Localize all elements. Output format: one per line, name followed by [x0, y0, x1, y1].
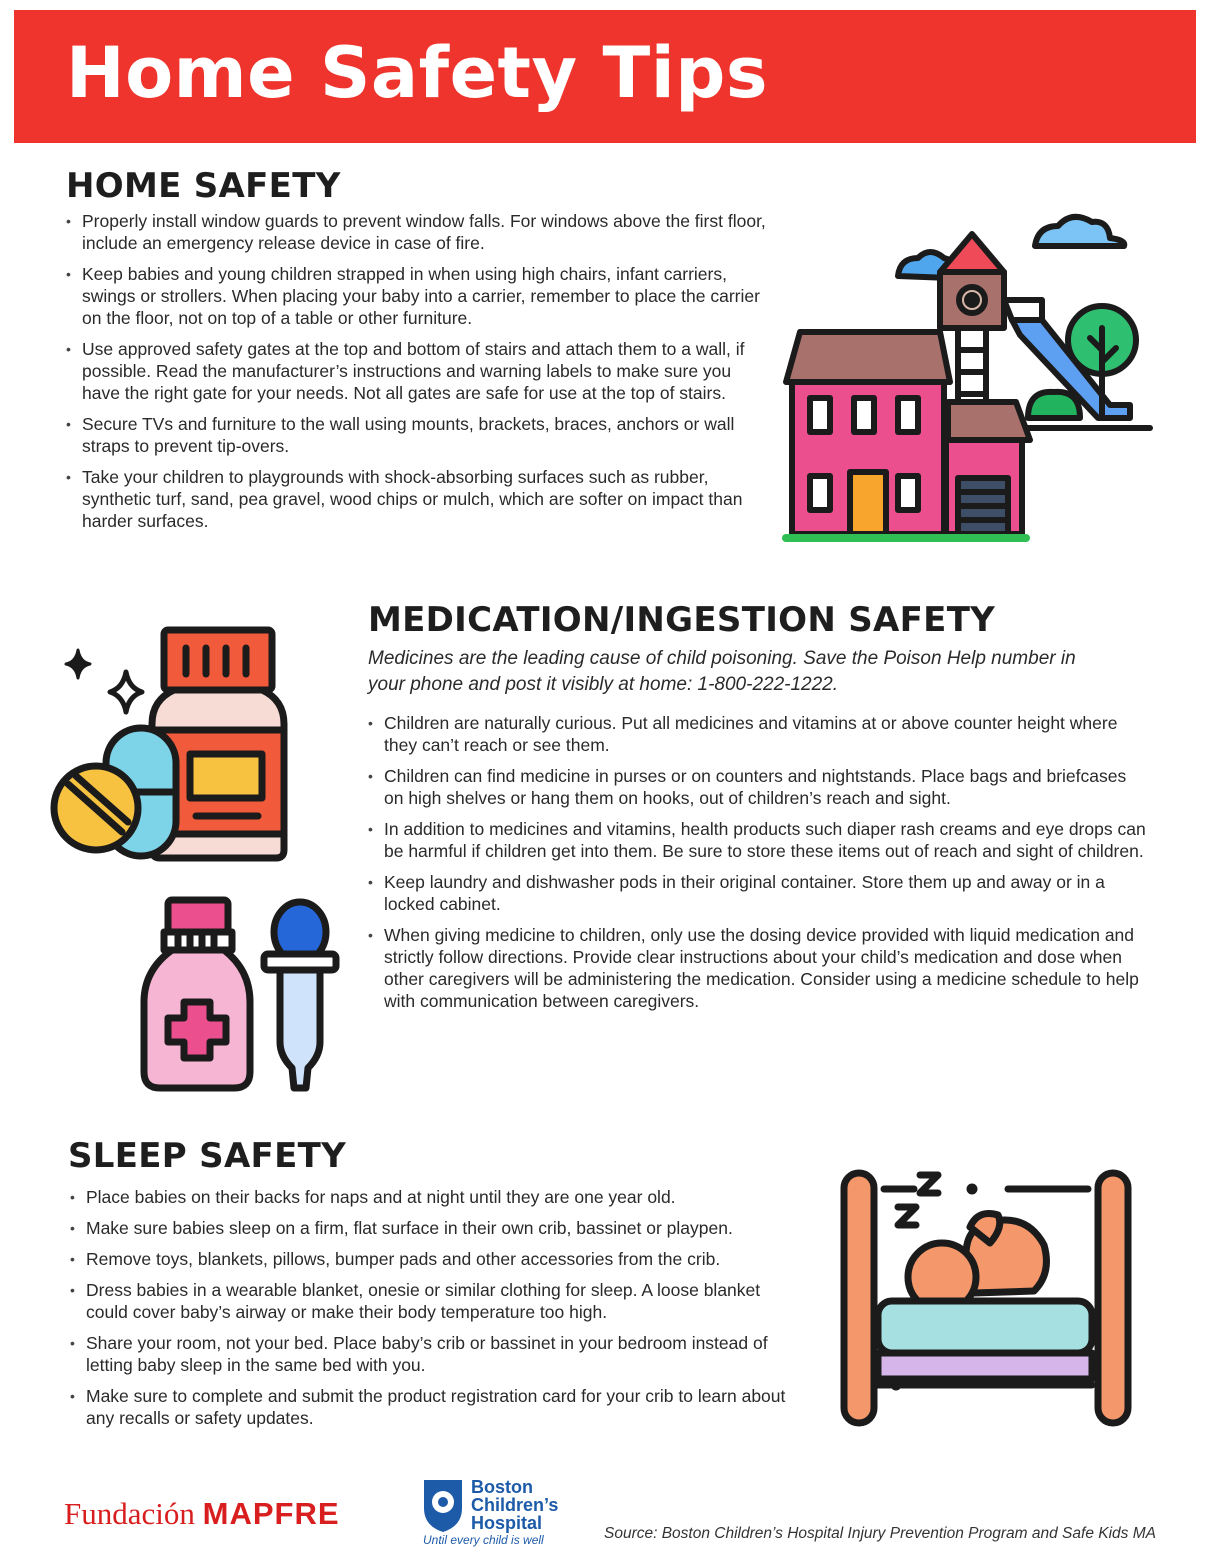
- list-item: • Children can find medicine in purses or on counters and nightstands. Place bags and briefcases on high shelves or hang them on hooks, out of children’s reach and sight.: [368, 765, 1148, 809]
- house-playground-illustration: [780, 200, 1160, 555]
- list-item: • Keep laundry and dishwasher pods in their original container. Store them up and away or in a locked cabinet.: [368, 871, 1148, 915]
- fundacion-mapfre-logo: [64, 1496, 340, 1532]
- boston-childrens-logo: [420, 1474, 590, 1550]
- source-credit: Source: Boston Children’s Hospital Injury Prevention Program and Safe Kids MA: [604, 1525, 1156, 1542]
- list-item: • Properly install window guards to prevent window falls. For windows above the first floor, include an emergency release device in case of fire.: [66, 210, 766, 254]
- list-item: • Children are naturally curious. Put all medicines and vitamins at or above counter height where they can’t reach or see them.: [368, 712, 1148, 756]
- sleeping-baby-crib-illustration: [838, 1165, 1134, 1430]
- poison-help-intro: Medicines are the leading cause of child poisoning. Save the Poison Help number in your phone and post it visibly at home: 1-800-222-1222.: [368, 648, 1076, 695]
- mapfre-name: MAPFRE: [202, 1496, 340, 1531]
- list-item: • Use approved safety gates at the top and bottom of stairs and attach them to a wall, if possible. Read the manufacturer’s instructions and warning labels to make sure you have the right gate for your needs. Not all gates are safe for use at the top of stairs.: [66, 338, 766, 404]
- list-item: • In addition to medicines and vitamins, health products such diaper rash creams and eye drops can be harmful if children get into them. Be sure to store these items out of reach and sight of children.: [368, 818, 1148, 862]
- home-safety-list: [66, 210, 766, 541]
- hospital-name: Boston Children’s Hospital: [471, 1477, 559, 1533]
- list-item: • When giving medicine to children, only use the dosing device provided with liquid medication and strictly follow directions. Provide clear instructions about your child’s medication and dose when other caregivers will be administering the medication. Consider using a medicine schedule to help with communication between caregivers.: [368, 924, 1148, 1012]
- list-item: • Place babies on their backs for naps and at night until they are one year old.: [70, 1186, 800, 1208]
- pill-bottle-illustration: [48, 620, 298, 870]
- list-item: • Make sure to complete and submit the product registration card for your crib to learn about any recalls or safety updates.: [70, 1385, 800, 1429]
- home-safety-heading: HOME SAFETY: [66, 166, 341, 206]
- list-item: • Dress babies in a wearable blanket, onesie or similar clothing for sleep. A loose blanket could cover baby’s airway or make their body temperature too high.: [70, 1279, 800, 1323]
- sleep-safety-list: [70, 1186, 800, 1438]
- sleep-safety-heading: SLEEP SAFETY: [68, 1136, 347, 1176]
- medication-heading: MEDICATION/INGESTION SAFETY: [368, 600, 996, 640]
- list-item: • Secure TVs and furniture to the wall using mounts, brackets, braces, anchors or wall straps to prevent tip-overs.: [66, 413, 766, 457]
- medication-list: [368, 712, 1148, 1021]
- list-item: • Keep babies and young children strapped in when using high chairs, infant carriers, swings or strollers. When placing your baby into a carrier, remember to place the carrier on the floor, not on top of a table or other furniture.: [66, 263, 766, 329]
- list-item: • Remove toys, blankets, pillows, bumper pads and other accessories from the crib.: [70, 1248, 800, 1270]
- hospital-shield-icon: [420, 1476, 466, 1534]
- page-title: Home Safety Tips: [66, 32, 769, 114]
- syrup-dropper-illustration: [132, 892, 348, 1102]
- list-item: • Make sure babies sleep on a firm, flat surface in their own crib, bassinet or playpen.: [70, 1217, 800, 1239]
- title-banner: [14, 10, 1196, 143]
- list-item: • Take your children to playgrounds with shock-absorbing surfaces such as rubber, synthetic turf, sand, pea gravel, wood chips or mulch, which are softer on impact than harder surfaces.: [66, 466, 766, 532]
- mapfre-prefix: Fundación: [64, 1496, 203, 1531]
- hospital-tagline: Until every child is well: [423, 1533, 544, 1547]
- list-item: • Share your room, not your bed. Place baby’s crib or bassinet in your bedroom instead of letting baby sleep in the same bed with you.: [70, 1332, 800, 1376]
